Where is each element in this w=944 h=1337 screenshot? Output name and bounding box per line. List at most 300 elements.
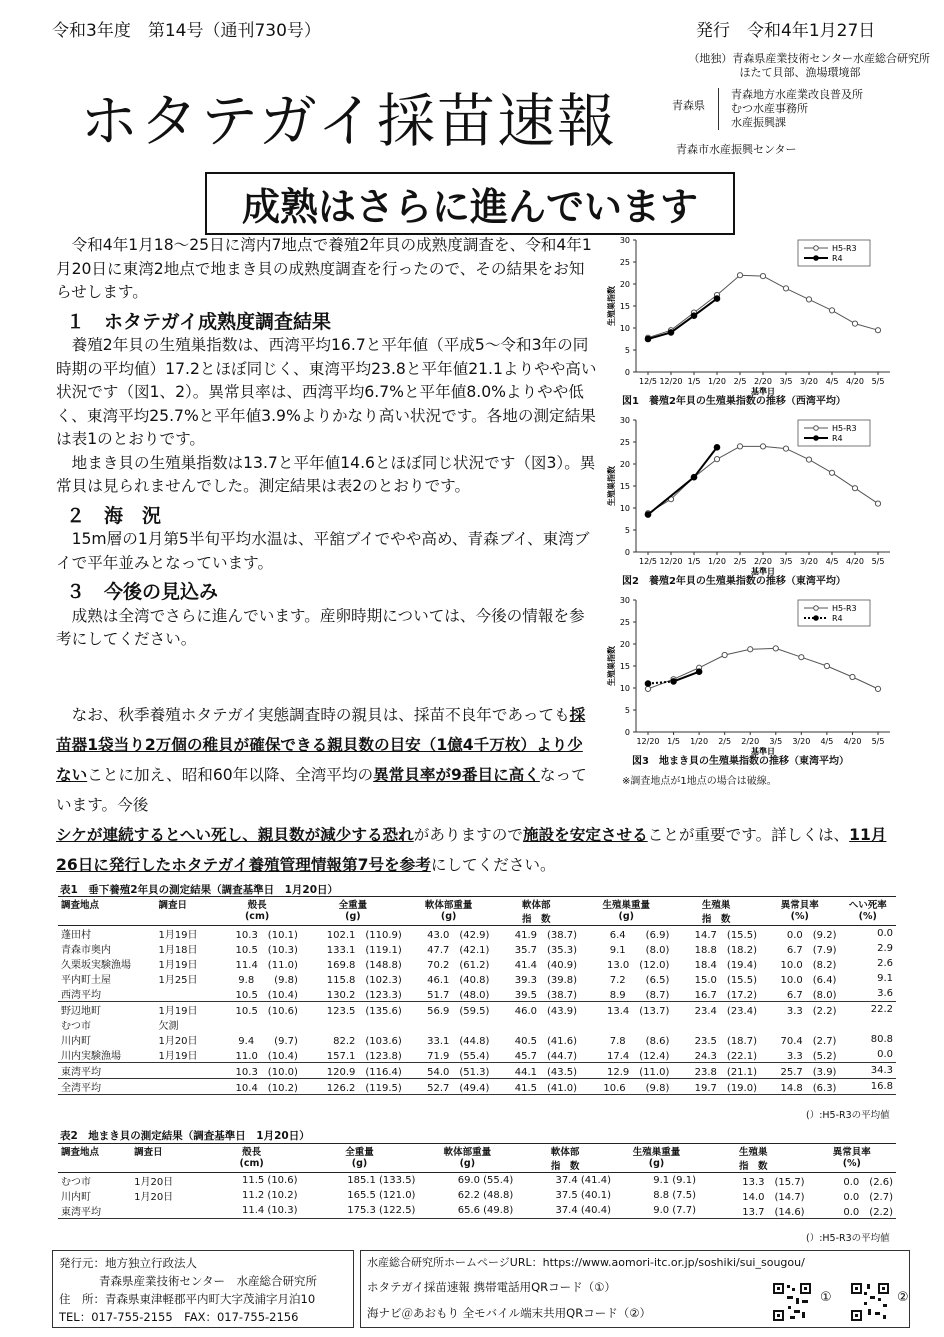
legend-label: H5-R3 [832,244,857,253]
series-line [786,449,809,460]
data-point [799,655,804,660]
footer-line: 住 所：青森県東津軽郡平内町大字茂浦字月泊10 [59,1292,316,1306]
y-axis-label: 生殖巣指数 [607,286,616,326]
org-line: 水産振興課 [731,116,786,129]
column-header: 調査日 [158,900,187,911]
table-cell: 65.6 (49.8) [418,1203,516,1219]
x-tick-label: 2/5 [718,737,732,746]
table-cell: 82.2 (103.6) [333,1036,402,1047]
series-line [763,276,786,288]
legend-label: R4 [832,434,843,443]
table-cell: 10.0 (8.2) [780,960,837,971]
table-cell: 70.2 (61.2) [427,960,490,971]
y-tick-label: 15 [619,662,630,671]
x-tick-label: 2/20 [754,377,772,386]
table-cell [213,1017,301,1032]
table-header-row [58,1144,896,1173]
table-cell: 11.2 (10.2) [241,1190,298,1201]
table-cell: 12.9 (11.0) [580,1063,672,1079]
table-2-note: (）:H5-R3の平均値 [806,1233,890,1244]
table-cell: 14.0 (14.7) [742,1192,805,1203]
x-tick-label: 1/20 [690,737,709,746]
table-cell: 13.3 (15.7) [742,1177,805,1188]
legend-label: H5-R3 [832,424,857,433]
table-cell: 39.5 (38.7) [492,986,580,1002]
table-cell: 41.4 (40.9) [514,960,578,971]
data-point [737,444,742,449]
table-cell: 52.7 (49.4) [405,1079,493,1095]
legend-marker [814,246,819,251]
table-cell: 16.7 (17.2) [672,986,760,1002]
column-header: 生殖巣 指 数 [701,900,731,925]
table-row [58,956,896,971]
table-cell: 71.9 (55.4) [405,1047,493,1063]
chart-figure-2 [600,412,900,592]
table-cell: 126.2 (119.5) [301,1079,405,1095]
x-tick-label: 12/5 [639,557,657,566]
data-point [829,308,834,313]
table-cell: 3.6 [839,986,896,1002]
x-tick-label: 3/20 [800,557,818,566]
table-cell: 2.6 [877,958,893,969]
series-line [809,299,832,310]
table-cell: 10.3 (10.0) [213,1063,301,1079]
x-tick-label: 12/5 [639,377,657,386]
data-point [875,686,880,691]
y-tick-label: 20 [619,280,630,289]
table-row [58,986,896,1002]
table-cell: 69.0 (55.4) [457,1175,514,1186]
table-cell: 川内町 [61,1192,91,1203]
table-cell [839,1017,896,1032]
org-line: （地独）青森県産業技術センター水産総合研究所 [688,52,930,65]
table-cell: 8.9 (8.7) [580,986,672,1002]
series-line [776,648,802,657]
table-cell: 9.0 (7.7) [614,1203,699,1219]
table-cell: 120.9 (116.4) [301,1063,405,1079]
table-row [58,941,896,956]
table-cell: 平内町土屋 [61,975,111,986]
column-header: 異常貝率 (%) [832,1147,871,1169]
data-point [850,674,855,679]
y-tick-label: 0 [624,368,630,377]
table-1 [58,896,896,1095]
data-point [760,444,765,449]
table-cell [405,1017,493,1032]
x-tick-label: 1/20 [708,557,726,566]
table-cell: 133.1 (119.1) [326,945,402,956]
table-cell: 蓬田村 [61,930,91,941]
data-point [714,457,719,462]
x-tick-label: 4/5 [825,557,839,566]
table-cell [301,1017,405,1032]
table-cell: 1月20日 [158,1036,198,1047]
y-tick-label: 5 [624,706,630,715]
table-row [58,1188,896,1203]
y-tick-label: 10 [619,324,630,333]
chart-note: ※調査地点が1地点の場合は破線。 [622,776,777,787]
highlight-text: 異常貝率が9番目に高く [373,766,540,784]
data-point [645,681,651,687]
table-cell: 10.3 (10.1) [235,930,298,941]
table-cell: 6.7 (8.0) [760,986,839,1002]
text-run: なっています。今後 [56,766,587,814]
series-line [852,677,878,689]
text-run: ことに加え、昭和60年以降、全湾平均の [87,766,374,784]
table-cell: 102.1 (110.9) [326,930,402,941]
table-cell: 14.8 (6.3) [760,1079,839,1095]
table-cell: 11.4 (10.3) [203,1203,301,1219]
x-tick-label: 1/5 [667,737,680,746]
text-run: なお、秋季養殖ホタテガイ実態調査時の親貝は、採苗不良年であっても [71,706,570,724]
footer-line: TEL：017-755-2155 FAX：017-755-2156 [59,1310,299,1324]
table-cell: 51.7 (48.0) [405,986,493,1002]
table-cell: 37.4 (41.4) [555,1175,611,1186]
table-cell: むつ市 [61,1021,91,1032]
x-tick-label: 5/5 [871,557,885,566]
table-cell: 40.5 (41.6) [514,1036,578,1047]
column-header: 生殖巣 指 数 [739,1147,768,1172]
table-cell [580,1017,672,1032]
table-cell: 46.1 (40.8) [427,975,490,986]
data-point [714,296,720,302]
table-cell: 130.2 (123.3) [301,986,405,1002]
column-header: 生殖巣重量 (g) [602,900,650,922]
table-cell: 10.5 (10.4) [213,986,301,1002]
table-cell: 54.0 (51.3) [405,1063,493,1079]
x-tick-label: 3/5 [779,377,793,386]
y-tick-label: 5 [624,346,630,355]
org-line: 青森市水産振興センター [676,143,797,156]
table-cell: 18.4 (19.4) [694,960,757,971]
data-point [691,313,697,319]
table-cell: 11.5 (10.6) [241,1175,298,1186]
y-tick-label: 20 [619,460,630,469]
column-header: 軟体部 指 数 [550,1147,580,1172]
data-point [829,470,834,475]
x-tick-label: 4/20 [846,557,864,566]
table-cell: 56.9 (59.5) [427,1006,490,1017]
table-cell [131,1203,203,1219]
intro-paragraph: 令和4年1月18～25日に湾内7地点で養殖2年貝の成熟度調査を、令和4年1月20日に東湾2地点で地まき貝の成熟度調査を行ったので、その結果をお知らせします。 [56,236,592,301]
org-line: むつ水産事務所 [731,102,808,115]
legend-marker [814,616,819,621]
table-cell: 9.1 [877,973,893,984]
x-axis-label: 基準日 [751,747,775,756]
y-tick-label: 20 [619,640,630,649]
y-axis-label: 生殖巣指数 [607,646,616,686]
series-line [855,324,878,331]
y-tick-label: 25 [619,258,630,267]
y-tick-label: 25 [619,618,630,627]
column-header: 軟体部重量 (g) [424,900,473,922]
qr-code-icon[interactable] [772,1282,812,1322]
table-1-caption: 表1 垂下養殖2年貝の測定結果（調査基準日 1月20日） [60,884,339,896]
series-line [717,275,740,295]
publisher-org [670,52,930,80]
highlight-text: 施設を安定させる [522,826,648,844]
table-row [58,1017,896,1032]
table-cell: 13.0 (12.0) [607,960,670,971]
table-cell: 185.1 (133.5) [347,1175,416,1186]
table-cell: 13.7 (14.6) [699,1203,808,1219]
table-cell: 70.4 (2.7) [780,1036,837,1047]
table-cell: 0.0 (9.2) [786,930,837,941]
table-cell [155,1079,213,1095]
footer-line: 発行元：地方独立行政法人 [59,1256,197,1270]
table-cell: 久栗坂実験漁場 [61,960,131,971]
table-cell: 欠測 [158,1021,179,1032]
table-cell: 0.0 [877,928,893,939]
table-row [58,1063,896,1079]
x-tick-label: 3/20 [800,377,818,386]
table-cell: 9.1 (8.0) [609,945,670,956]
column-header: 調査日 [134,1147,163,1158]
table-cell: 10.5 (10.6) [235,1006,298,1017]
table-cell: 7.8 (8.6) [609,1036,670,1047]
table-cell: 3.3 (2.2) [786,1006,837,1017]
text-run: ことが重要です。詳しくは、 [647,826,850,844]
highlight-text: 11月26日に発行したホタテガイ養殖管理情報第7号を参考 [56,826,887,874]
table-cell: 23.4 (23.4) [694,1006,757,1017]
table-cell: 9.8 (9.8) [238,975,298,986]
issue-number: 令和3年度 第14号（通刊730号） [52,21,321,41]
x-tick-label: 2/20 [754,557,772,566]
legend-label: R4 [832,614,843,623]
table-cell: 6.4 (6.9) [609,930,670,941]
data-point [668,330,674,336]
x-tick-label: 4/20 [846,377,864,386]
column-header: 軟体部 指 数 [522,900,551,925]
table-cell: 34.3 [839,1063,896,1079]
data-point [783,446,788,451]
table-cell: 35.7 (35.3) [514,945,578,956]
data-point [722,652,727,657]
pref-orgs [718,88,863,130]
table-cell: 0.0 (2.6) [843,1177,893,1188]
x-tick-label: 4/20 [843,737,862,746]
data-point [824,663,829,668]
table-cell: 1月20日 [134,1177,174,1188]
table-cell: 19.7 (19.0) [672,1079,760,1095]
x-tick-label: 4/5 [820,737,834,746]
y-tick-label: 30 [619,596,630,605]
footer-publisher [52,1250,354,1328]
x-tick-label: 3/20 [792,737,811,746]
table-cell: 169.8 (148.8) [326,960,402,971]
data-point [806,457,811,462]
org-line: 青森地方水産業改良普及所 [731,88,863,101]
table-cell: 2.9 [877,943,893,954]
series-line [648,681,674,683]
table-row [58,926,896,942]
org-line: ほたて貝部、漁場環境部 [739,66,861,79]
table-cell: 東湾平均 [58,1203,131,1219]
table-cell: 13.4 (13.7) [607,1006,670,1017]
footer-line: 青森県産業技術センター 水産総合研究所 [99,1274,318,1288]
x-tick-label: 2/20 [741,737,760,746]
y-tick-label: 10 [619,504,630,513]
series-line [786,288,809,299]
x-tick-label: 2/5 [733,377,747,386]
y-axis-label: 生殖巣指数 [607,466,616,506]
x-axis-label: 基準日 [751,387,775,396]
section-1-paragraph: 養殖2年貝の生殖巣指数は、西湾平均16.7と平年値（平成5～令和3年の同時期の平均値）17.2とほぼ同じく、東湾平均23.8と平年値21.1よりやや高い状況です（図1、2）。異常貝率は、西湾平均6.7%と平年値8.0%よりやや低く、東湾平均25.7%と平年値3.9%よりかなり高い状況です。各地の測定結果は表1のとおりです。 [56,336,597,448]
column-header: 調査地点 [61,900,100,911]
table-row [58,1079,896,1095]
x-tick-label: 4/5 [825,377,839,386]
table-cell: 10.4 (10.2) [213,1079,301,1095]
series-line [740,275,763,276]
y-tick-label: 30 [619,236,630,245]
series-line [699,655,725,668]
x-tick-label: 5/5 [871,737,885,746]
x-tick-label: 5/5 [871,377,885,386]
table-cell: 3.3 (5.2) [760,1047,839,1063]
table-cell: 1月25日 [158,975,198,986]
table-cell: 全湾平均 [58,1079,155,1095]
section-3-paragraph: 成熟は全湾でさらに進んでいます。産卵時期については、今後の情報を参考にしてください。 [56,606,585,648]
table-cell: 0.0 (2.2) [808,1203,896,1219]
table-cell: 1月19日 [158,1006,198,1017]
table-cell: むつ市 [61,1177,91,1188]
x-tick-label: 2/5 [733,557,747,566]
series-line [694,295,717,313]
section-1-title: １ ホタテガイ成熟度調査結果 [66,310,332,333]
qr-code-icon[interactable] [850,1282,890,1322]
table-cell: 24.3 (22.1) [672,1047,760,1063]
legend-marker [814,426,819,431]
table-cell: 10.0 (6.4) [780,975,837,986]
series-line [648,332,671,339]
column-header: 軟体部重量 (g) [443,1147,492,1169]
table-cell: 18.8 (18.2) [694,945,757,956]
table-cell: 41.9 (38.7) [514,930,578,941]
table-cell: 16.8 [839,1079,896,1095]
table-cell [155,986,213,1002]
table-cell: 川内実験漁場 [58,1047,155,1063]
section-2-title: ２ 海 況 [66,504,162,527]
table-cell: 115.8 (102.3) [326,975,402,986]
x-axis-label: 基準日 [751,567,775,576]
table-cell [672,1017,760,1032]
table-cell: 17.4 (12.4) [580,1047,672,1063]
table-cell: 川内町 [61,1036,91,1047]
headline: 成熟はさらに進んでいます [205,172,735,235]
data-point [645,336,651,342]
chart-caption: 図1 養殖2年貝の生殖巣指数の推移（西湾平均） [622,396,846,407]
qr-label: ② [897,1290,909,1305]
table-cell: 1月20日 [134,1192,174,1203]
table-cell: 0.0 (2.7) [843,1192,893,1203]
table-cell: 東湾平均 [58,1063,155,1079]
x-tick-label: 12/20 [636,737,660,746]
column-header: 殻長 (cm) [244,900,270,922]
data-point [671,679,677,685]
x-tick-label: 12/20 [659,557,683,566]
table-cell: 80.8 [870,1034,893,1045]
column-header: 全重量 (g) [345,1147,374,1169]
table-cell: 46.0 (43.9) [514,1006,578,1017]
y-tick-label: 15 [619,482,630,491]
y-tick-label: 5 [624,526,630,535]
table-cell: 37.5 (40.1) [555,1190,611,1201]
series-line [809,460,832,473]
section-3-title: ３ 今後の見込み [66,581,219,603]
table-cell [760,1017,839,1032]
chart-caption: 図2 養殖2年貝の生殖巣指数の推移（東湾平均） [622,576,846,587]
table-cell: 157.1 (123.8) [301,1047,405,1063]
table-cell: 9.1 (9.1) [653,1175,696,1186]
chart-figure-1 [600,232,900,412]
x-tick-label: 12/20 [659,377,683,386]
footer-line: 海ナビ＠あおもり 全モバイル端末共用QRコード（②） [367,1306,652,1320]
column-header: 異常貝率 (%) [780,900,819,922]
pref-label: 青森県 [672,99,705,112]
y-tick-label: 10 [619,684,630,693]
series-line [763,446,786,448]
homepage-url[interactable]: 水産総合研究所ホームページURL：https://www.aomori-itc.or.jp/soshiki/sui_sougou/ [367,1256,805,1269]
table-cell: 22.2 [870,1004,893,1015]
table-row [58,1047,896,1063]
text-run: にしてください。 [430,856,556,874]
y-tick-label: 0 [624,728,630,737]
table-cell: 43.0 (42.9) [427,930,490,941]
x-tick-label: 3/5 [769,737,783,746]
footer-links [360,1250,910,1328]
series-line [648,477,694,514]
table-row [58,971,896,986]
legend-marker [814,606,819,611]
series-line [827,666,853,677]
series-line [832,310,855,323]
chart-caption: 図3 地まき貝の生殖巣指数の推移（東湾平均） [632,756,849,767]
series-line [717,446,740,459]
series-line [648,679,674,689]
table-cell: 23.8 (21.1) [672,1063,760,1079]
data-point [737,273,742,278]
newsletter-title: ホタテガイ採苗速報 [80,87,618,155]
data-point [645,686,650,691]
data-point [806,297,811,302]
table-row [58,1203,896,1219]
data-point [696,669,702,675]
table-cell: 62.2 (48.8) [457,1190,514,1201]
table-cell: 1月19日 [158,960,198,971]
table-cell: 6.7 (7.9) [786,945,837,956]
column-header: 生殖巣重量 (g) [632,1147,681,1169]
data-point [875,501,880,506]
table-2-caption: 表2 地まき貝の測定結果（調査基準日 1月20日） [60,1130,310,1142]
table-cell: 14.7 (15.5) [694,930,757,941]
table-cell: 10.5 (10.3) [235,945,298,956]
table-cell: 47.7 (42.1) [427,945,490,956]
data-point [773,646,778,651]
section-1-paragraph: 地まき貝の生殖巣指数は13.7と平年値14.6とほぼ同じ状況です（図3）。異常貝は見られませんでした。測定結果は表2のとおりです。 [56,453,596,495]
table-cell: 39.3 (39.8) [514,975,578,986]
legend-label: R4 [832,254,843,263]
x-tick-label: 1/20 [708,377,726,386]
column-header: 殻長 (cm) [239,1147,264,1169]
table-cell: 11.0 (10.4) [213,1047,301,1063]
y-tick-label: 0 [624,548,630,557]
column-header: へい死率 (%) [848,900,887,922]
text-run: がありますので [413,826,523,844]
y-tick-label: 15 [619,302,630,311]
table-cell: 1月19日 [158,930,198,941]
table-cell: 7.2 (6.5) [609,975,670,986]
table-cell: 青森市奥内 [61,945,111,956]
